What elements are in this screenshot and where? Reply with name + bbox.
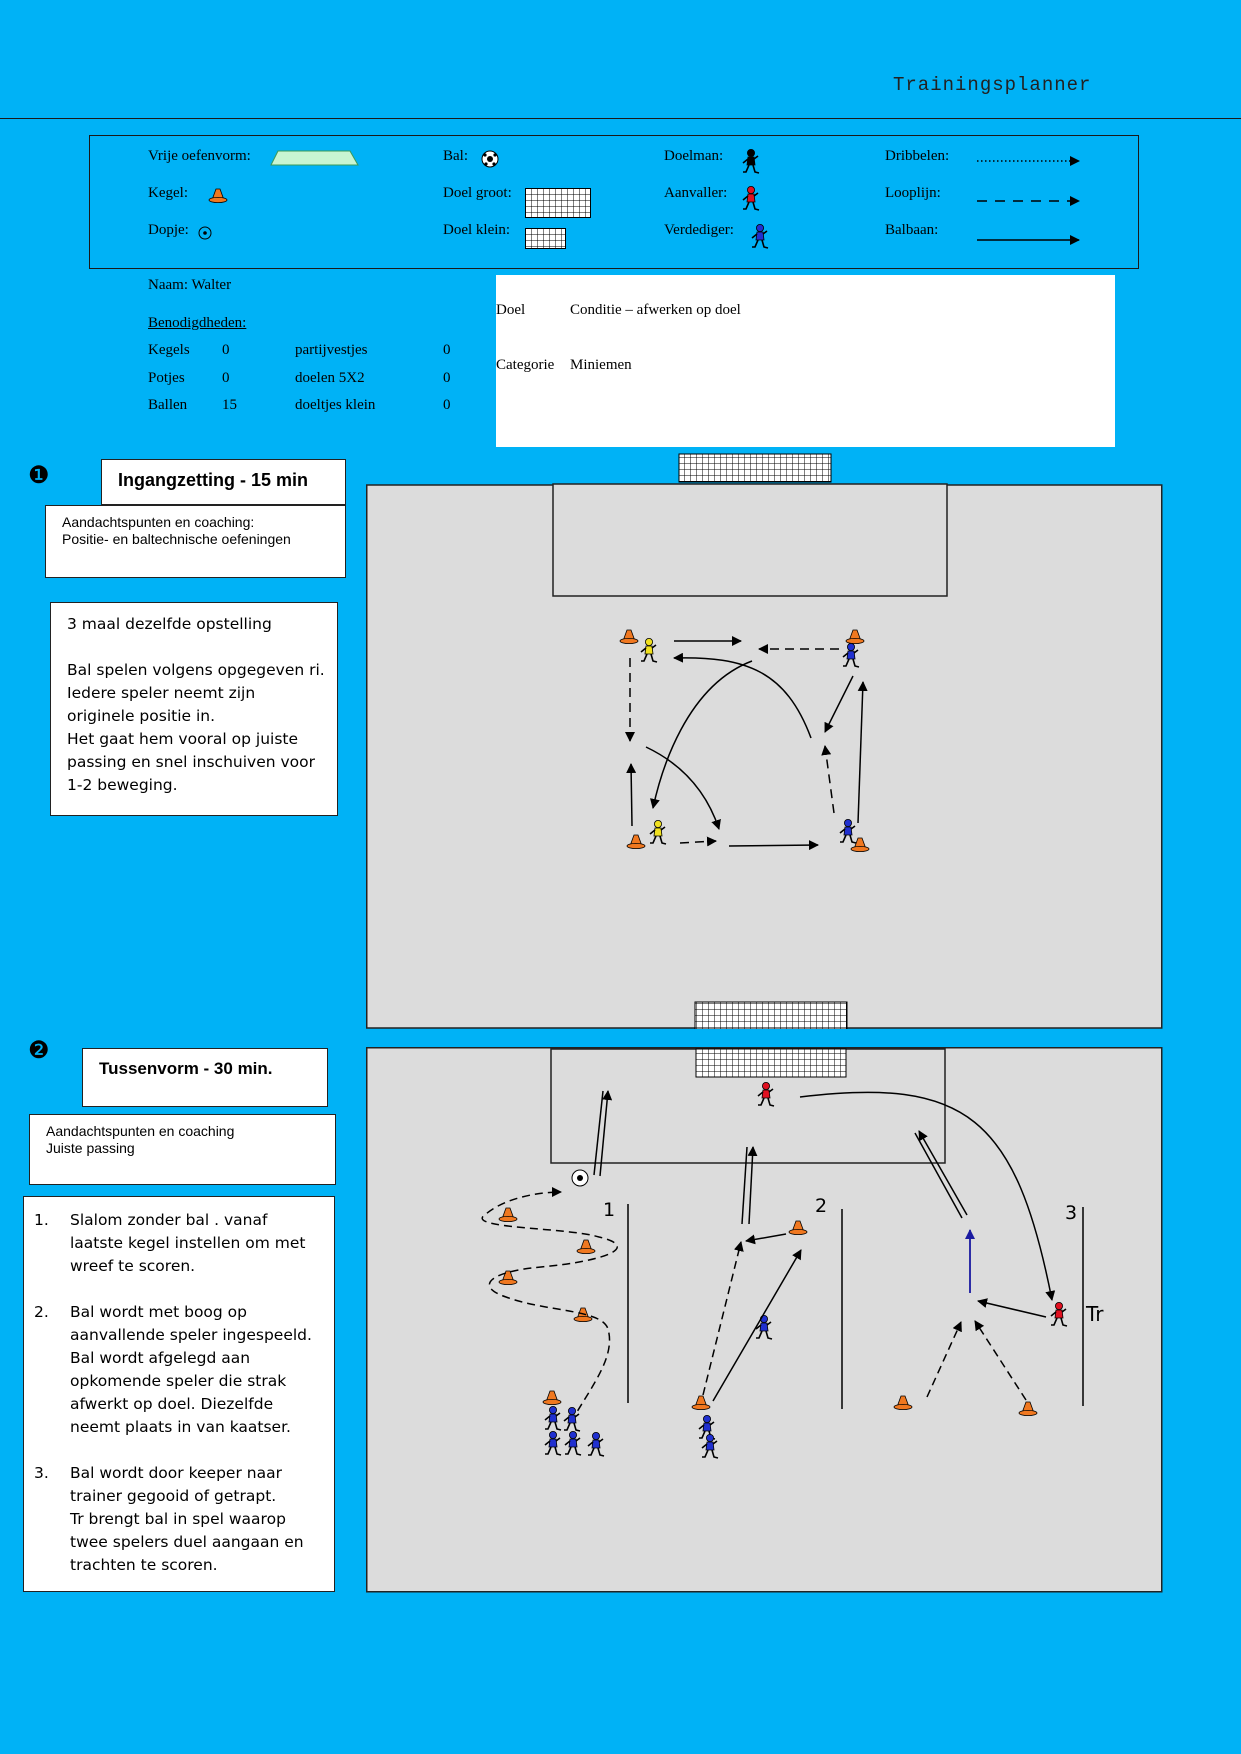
legend-doel-klein-label: Doel klein: [443,222,511,238]
step-item [24,1209,330,1278]
step-line: Bal wordt door keeper naar [70,1464,282,1482]
equipment-label: doeltjes klein [295,397,376,413]
legend-verdediger-label: Verdediger: [664,222,734,238]
legend-bal-label: Bal: [443,148,468,164]
equipment-heading: Benodigdheden: [148,315,247,331]
step-line: opkomende speler die strak [70,1372,287,1390]
equipment-value: 0 [443,370,451,386]
step-item [24,1301,330,1439]
section-2-title: Tussenvorm - 30 min. [82,1048,328,1107]
category-label: Categorie [496,357,555,373]
goal-small-icon [525,228,566,249]
section-2-coaching [29,1114,336,1185]
pass-arrow [631,764,632,826]
cone-icon [207,186,229,204]
attacker-icon [738,185,764,213]
coaching-heading: Aandachtspunten en coaching: [62,514,255,530]
legend-panel [89,135,1139,269]
header-divider [0,118,1241,119]
goal-value: Conditie – afwerken op doel [570,302,741,318]
category-value: Miniemen [570,357,632,373]
legend-kegel-label: Kegel: [148,185,188,201]
section-2-marker: ❷ [28,1037,50,1064]
step-number: 2. [34,1303,49,1321]
section-1-description [50,602,338,816]
step-line: trainer gegooid of getrapt. [70,1487,277,1505]
description-line: Het gaat hem vooral op juiste [67,730,299,748]
legend-aanvaller-label: Aanvaller: [664,185,728,201]
goal-bottom [695,1002,847,1029]
step-number: 3. [34,1464,49,1482]
description-line: passing en snel inschuiven voor [67,753,315,771]
ball [572,1170,588,1186]
legend-balbaan-label: Balbaan: [885,222,939,238]
step-line: Tr brengt bal in spel waarop [70,1510,286,1528]
goal [696,1049,846,1077]
penalty-area [553,484,947,596]
legend-vrije-label: Vrije oefenvorm: [148,148,251,164]
step-line: neemt plaats in van kaatser. [70,1418,291,1436]
section-1-coaching [45,505,346,578]
step-line: Bal wordt afgelegd aan [70,1349,251,1367]
step-number: 1. [34,1211,49,1229]
description-line: Bal spelen volgens opgegeven ri. [67,661,325,679]
free-area-icon [270,150,360,166]
trainer-label: Tr [1086,1302,1104,1326]
coaching-text: Juiste passing [46,1140,135,1156]
run-line-icon [975,194,1085,208]
equipment-label: partijvestjes [295,342,368,358]
ball-icon [480,149,500,169]
goal-top [679,454,831,482]
defender-icon [747,222,773,252]
legend-dribbelen-label: Dribbelen: [885,148,950,164]
equipment-label: Ballen [148,397,188,413]
field-2 [366,1047,1163,1593]
section-2-description [23,1196,335,1592]
description-line [67,636,337,659]
goal-panel [496,275,1115,447]
equipment-label: Kegels [148,342,190,358]
pass-arrow [729,845,818,846]
page-title: Trainingsplanner [893,74,1092,96]
section-1-marker: ❶ [28,462,50,489]
equipment-value: 15 [222,397,237,413]
step-line: twee spelers duel aangaan en [70,1533,304,1551]
legend-doel-groot-label: Doel groot: [443,185,512,201]
legend-dopje-label: Dopje: [148,222,189,238]
description-line: 3 maal dezelfde opstelling [67,615,272,633]
zone-2-label: 2 [815,1195,828,1217]
description-line: Iedere speler neemt zijn [67,684,256,702]
equipment-value: 0 [443,342,451,358]
zone-3-label: 3 [1065,1202,1078,1224]
legend-doelman-label: Doelman: [664,148,724,164]
dribble-line-icon [975,154,1085,168]
step-line: trachten te scoren. [70,1556,218,1574]
field-1 [366,451,1163,1029]
equipment-label: Potjes [148,370,185,386]
step-line: laatste kegel instellen om met [70,1234,306,1252]
description-line: originele positie in. [67,707,216,725]
disc-marker-icon [197,225,213,241]
goal-large-icon [525,188,591,218]
zone-1-label: 1 [603,1199,616,1221]
equipment-value: 0 [222,370,230,386]
coaching-heading: Aandachtspunten en coaching [46,1123,235,1139]
coach-name: Naam: Walter [148,277,232,293]
goalkeeper-icon [738,148,764,176]
steps-list [24,1209,330,1577]
equipment-label: doelen 5X2 [295,370,365,386]
step-line: Slalom zonder bal . vanaf [70,1211,268,1229]
equipment-value: 0 [443,397,451,413]
goal-label: Doel [496,302,526,318]
step-line: aanvallende speler ingespeeld. [70,1326,312,1344]
step-line: Bal wordt met boog op [70,1303,248,1321]
ball-path-icon [975,233,1085,247]
equipment-value: 0 [222,342,230,358]
section-1-title: Ingangzetting - 15 min [101,459,346,505]
step-line: wreef te scoren. [70,1257,196,1275]
description-line: 1-2 beweging. [67,776,178,794]
coaching-text: Positie- en baltechnische oefeningen [62,531,291,547]
legend-looplijn-label: Looplijn: [885,185,941,201]
step-line: afwerkt op doel. Diezelfde [70,1395,274,1413]
step-item [24,1462,330,1577]
